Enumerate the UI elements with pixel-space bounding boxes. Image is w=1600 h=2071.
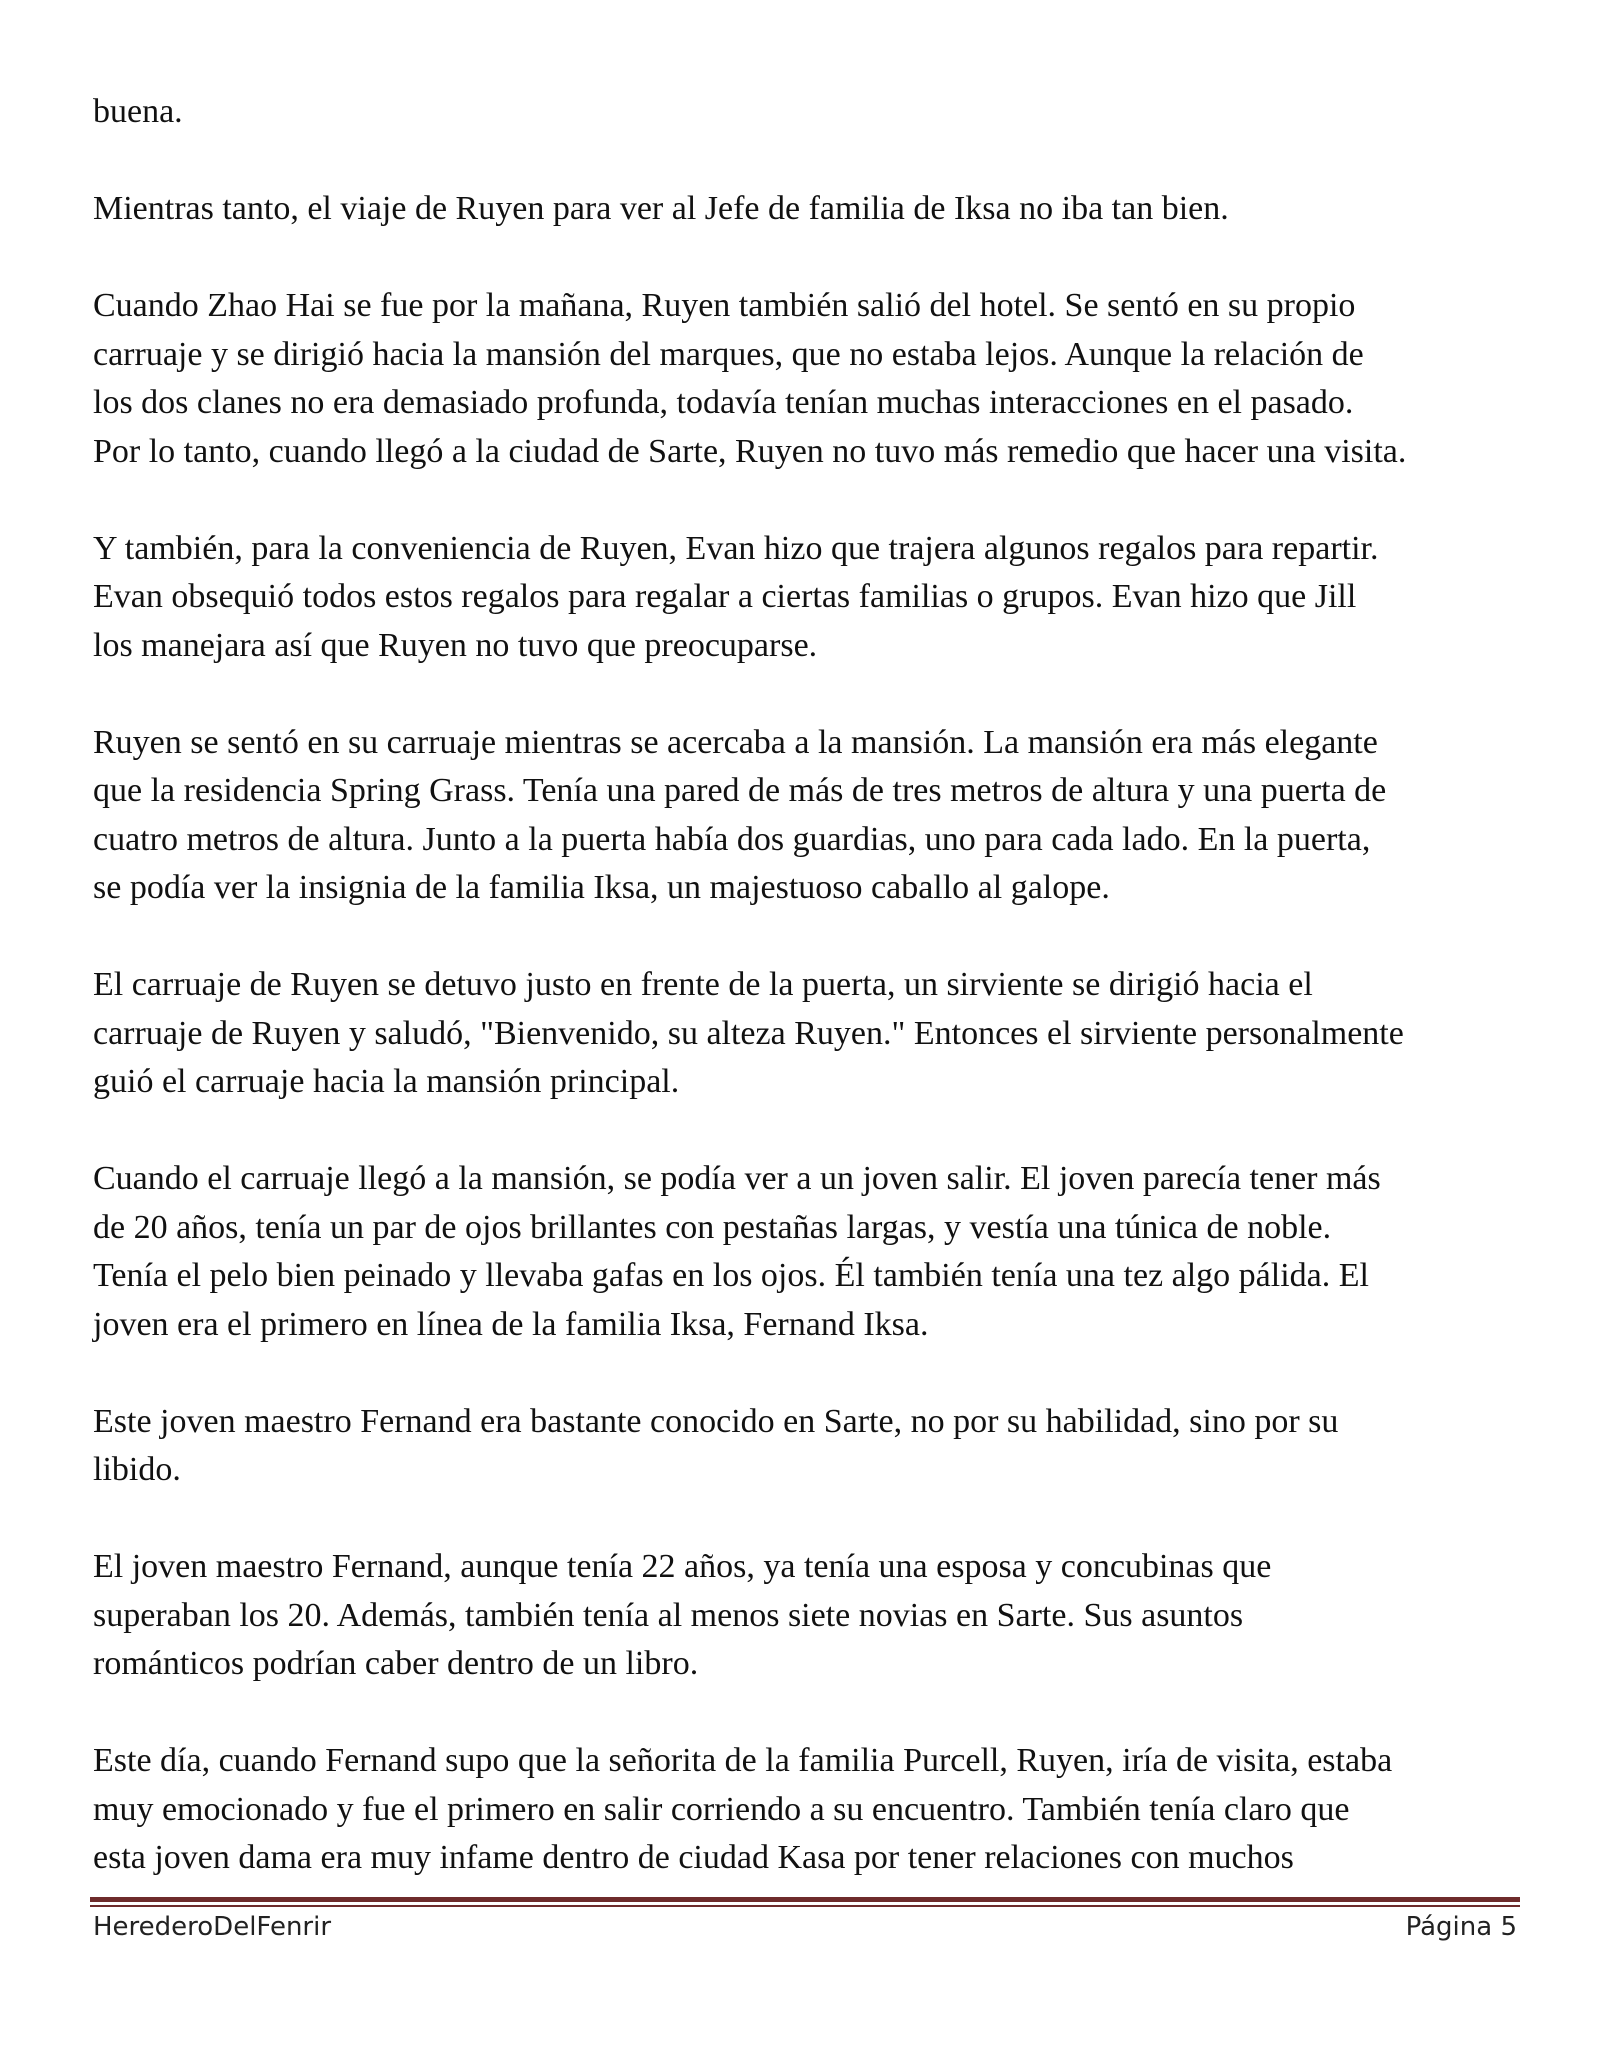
paragraph [93,525,1533,671]
paragraph [93,961,1533,1107]
text-line: carruaje de Ruyen y saludó, "Bienvenido, su alteza Ruyen." Entonces el sirviente personalmente [93,1014,1404,1052]
text-line: los dos clanes no era demasiado profunda, todavía tenían muchas interacciones en el pasado. [93,384,1354,421]
text-line: que la residencia Spring Grass. Tenía una pared de más de tres metros de altura y una puerta de [93,772,1387,809]
paragraph [93,1398,1533,1495]
text-line: los manejara así que Ruyen no tuvo que preocuparse. [93,626,818,664]
text-line: Por lo tanto, cuando llegó a la ciudad de Sarte, Ruyen no tuvo más remedio que hacer una visita. [93,432,1407,470]
text-line: esta joven dama era muy infame dentro de ciudad Kasa por tener relaciones con muchos [93,1839,1294,1876]
text-line: se podía ver la insignia de la familia Iksa, un majestuoso caballo al galope. [93,869,1110,906]
paragraph [93,185,1533,234]
text-line: libido. [93,1451,181,1488]
footer-page-number: Página 5 [1405,1912,1517,1942]
text-line: Tenía el pelo bien peinado y llevaba gafas en los ojos. Él también tenía una tez algo pálida. El [93,1257,1369,1294]
paragraph [93,1155,1533,1349]
text-line: Este joven maestro Fernand era bastante conocido en Sarte, no por su habilidad, sino por su [93,1402,1339,1440]
text-line: muy emocionado y fue el primero en salir corriendo a su encuentro. También tenía claro que [93,1790,1350,1828]
footer-author: HerederoDelFenrir [93,1912,332,1942]
text-line: cuatro metros de altura. Junto a la puerta había dos guardias, uno para cada lado. En la puerta, [93,820,1371,858]
text-line: El carruaje de Ruyen se detuvo justo en frente de la puerta, un sirviente se dirigió hacia el [93,966,1313,1003]
text-line: buena. [93,93,183,130]
footer-rule [90,1897,1520,1907]
text-line: superaban los 20. Además, también tenía al menos siete novias en Sarte. Sus asuntos [93,1596,1244,1634]
text-line: Cuando Zhao Hai se fue por la mañana, Ruyen también salió del hotel. Se sentó en su propio [93,287,1356,324]
text-line: El joven maestro Fernand, aunque tenía 22 años, ya tenía una esposa y concubinas que [93,1548,1272,1585]
text-line: guió el carruaje hacia la mansión principal. [93,1063,680,1100]
text-line: Ruyen se sentó en su carruaje mientras se acercaba a la mansión. La mansión era más elegante [93,723,1378,761]
paragraph [93,1543,1533,1689]
text-line: Este día, cuando Fernand supo que la señorita de la familia Purcell, Ruyen, iría de visita, estaba [93,1742,1393,1779]
paragraph [93,282,1533,476]
text-line: de 20 años, tenía un par de ojos brillantes con pestañas largas, y vestía una túnica de noble. [93,1208,1332,1246]
text-line: carruaje y se dirigió hacia la mansión del marques, que no estaba lejos. Aunque la relación de [93,335,1364,373]
text-line: Evan obsequió todos estos regalos para regalar a ciertas familias o grupos. Evan hizo que Jill [93,578,1357,615]
paragraph [93,1737,1533,1883]
text-line: románticos podrían caber dentro de un libro. [93,1645,699,1682]
text-line: Y también, para la conveniencia de Ruyen, Evan hizo que trajera algunos regalos para repartir. [93,529,1379,567]
text-line: joven era el primero en línea de la familia Iksa, Fernand Iksa. [93,1305,929,1343]
paragraph [93,719,1533,913]
footer-rule-thin [90,1905,1520,1907]
text-line: Cuando el carruaje llegó a la mansión, se podía ver a un joven salir. El joven parecía tener más [93,1160,1381,1197]
body-text [93,88,1533,1931]
text-line: Mientras tanto, el viaje de Ruyen para ver al Jefe de familia de Iksa no iba tan bien. [93,190,1229,227]
paragraph [93,88,1533,137]
